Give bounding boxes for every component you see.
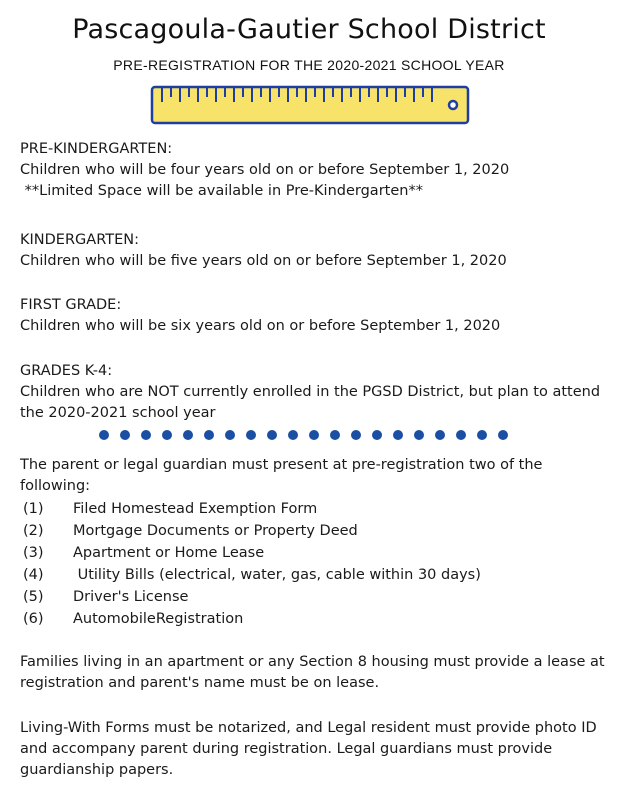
kindergarten-requirement: Children who will be five years old on or before September 1, 2020: [20, 253, 507, 269]
living-with-note-line-1: Living-With Forms must be notarized, and Legal resident must provide photo ID: [20, 720, 597, 736]
lease-note-line-2: registration and parent's name must be on lease.: [20, 675, 380, 691]
list-item-number: (2): [23, 523, 44, 539]
divider-dot: [309, 430, 319, 440]
prek-requirement: Children who will be four years old on or before September 1, 2020: [20, 162, 510, 178]
divider-dot: [393, 430, 403, 440]
list-item-text: Apartment or Home Lease: [73, 545, 265, 561]
lease-note-line-1: Families living in an apartment or any Section 8 housing must provide a lease at: [20, 654, 605, 670]
divider-dot: [183, 430, 193, 440]
list-item: [20, 564, 481, 586]
divider-dot: [414, 430, 424, 440]
divider-dot: [267, 430, 277, 440]
divider-dot: [351, 430, 361, 440]
divider-dot: [99, 430, 109, 440]
document-list: [20, 498, 481, 630]
list-item-text: Mortgage Documents or Property Deed: [73, 523, 358, 539]
page-subtitle: PRE-REGISTRATION FOR THE 2020-2021 SCHOOL YEAR: [113, 57, 505, 73]
list-item-number: (6): [23, 611, 44, 627]
list-item: [20, 586, 481, 608]
page-title: Pascagoula-Gautier School District: [72, 14, 546, 45]
requirements-intro-line-1: The parent or legal guardian must present at pre-registration two of the: [20, 457, 543, 473]
list-item: [20, 498, 481, 520]
divider-dot: [498, 430, 508, 440]
first-grade-heading: FIRST GRADE:: [20, 297, 122, 313]
first-grade-section: [20, 295, 610, 337]
list-item: [20, 608, 481, 630]
divider-dot: [477, 430, 487, 440]
list-item: [20, 542, 481, 564]
divider-dot: [288, 430, 298, 440]
divider-dot: [456, 430, 466, 440]
divider-dot: [225, 430, 235, 440]
grades-k4-heading: GRADES K-4:: [20, 363, 113, 379]
list-item-number: (1): [23, 501, 44, 517]
grades-k4-line-2: the 2020-2021 school year: [20, 405, 216, 421]
living-with-note-line-2: and accompany parent during registration. Legal guardians must provide: [20, 741, 553, 757]
grades-k4-section: [20, 361, 610, 424]
list-item-text: Filed Homestead Exemption Form: [73, 501, 318, 517]
list-item-number: (5): [23, 589, 44, 605]
requirements-intro: [20, 455, 610, 497]
list-item-text: Driver's License: [73, 589, 189, 605]
first-grade-requirement: Children who will be six years old on or before September 1, 2020: [20, 318, 501, 334]
requirements-intro-line-2: following:: [20, 478, 91, 494]
prek-note: **Limited Space will be available in Pre-Kindergarten**: [20, 183, 423, 199]
list-item-text: Utility Bills (electrical, water, gas, cable within 30 days): [73, 567, 481, 583]
list-item-text: AutomobileRegistration: [73, 611, 244, 627]
list-item: [20, 520, 481, 542]
divider-dot: [204, 430, 214, 440]
divider-dot: [330, 430, 340, 440]
dotted-divider: [96, 427, 526, 443]
divider-dot: [162, 430, 172, 440]
kindergarten-section: [20, 230, 610, 272]
lease-note: [20, 652, 610, 694]
divider-dot: [120, 430, 130, 440]
grades-k4-line-1: Children who are NOT currently enrolled in the PGSD District, but plan to attend: [20, 384, 601, 400]
list-item-number: (3): [23, 545, 44, 561]
prek-heading: PRE-KINDERGARTEN:: [20, 141, 173, 157]
kindergarten-heading: KINDERGARTEN:: [20, 232, 139, 248]
list-item-number: (4): [23, 567, 44, 583]
living-with-note-line-3: guardianship papers.: [20, 762, 174, 778]
prek-section: [20, 139, 610, 202]
divider-dot: [435, 430, 445, 440]
divider-dot: [372, 430, 382, 440]
divider-dot: [246, 430, 256, 440]
divider-dot: [141, 430, 151, 440]
living-with-note: [20, 718, 610, 781]
ruler-icon: [150, 83, 470, 127]
